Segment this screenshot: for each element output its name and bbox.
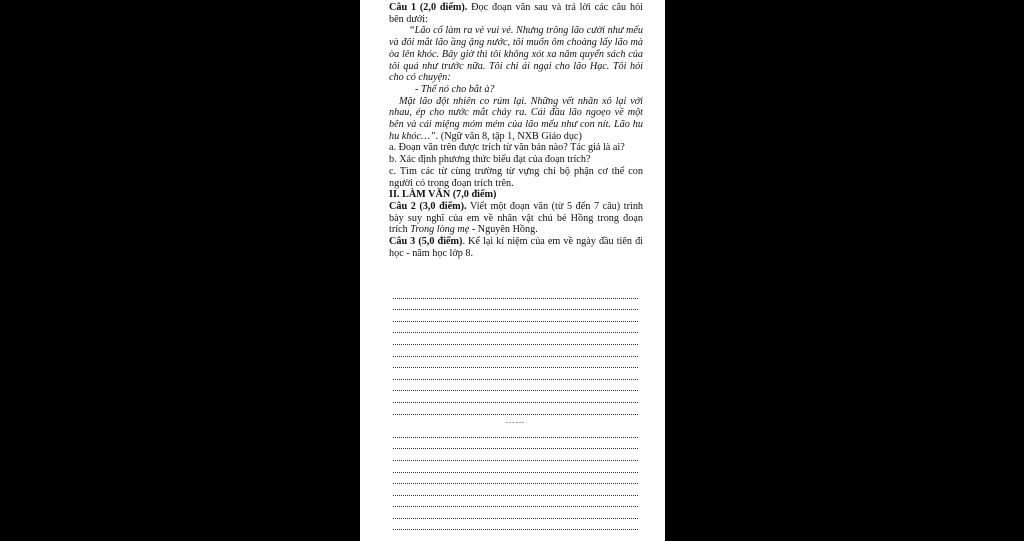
question-1-intro: Đọc đoạn văn sau và trả lời các câu hỏi bên dưới: bbox=[389, 2, 643, 25]
question-1-heading: Câu 1 (2,0 điểm). bbox=[389, 2, 468, 13]
answer-line bbox=[393, 449, 638, 461]
question-3-text: . Kể lại kỉ niệm của em về ngày đầu tiên đi học - năm học lớp 8. bbox=[389, 236, 643, 259]
answer-line bbox=[393, 461, 638, 473]
question-3-heading: Câu 3 (5,0 điểm) bbox=[389, 236, 463, 248]
question-2-heading: Câu 2 (3,0 điểm). bbox=[389, 200, 467, 212]
passage-paragraph-2-text: Mặt lão đột nhiên co rúm lại. Những vết nhăn xô lại với nhau, ép cho nước mắt chảy ra. Cái đầu lão ngoẹo về một bên và cái miệng móm mém của lão mếu như con nít. Lão hu hu khóc…”. bbox=[389, 95, 643, 142]
answer-line bbox=[393, 333, 638, 345]
exam-content bbox=[389, 2, 643, 259]
passage-paragraph-2 bbox=[389, 96, 643, 143]
question-2-work-title: Trong lòng mẹ bbox=[410, 224, 470, 236]
answer-line bbox=[393, 368, 638, 380]
answer-line bbox=[393, 496, 638, 508]
question-2-text: Viết một đoạn văn (từ 5 đến 7 câu) trình bày suy nghĩ của em về nhân vật chú bé Hồng trong đoạn trích bbox=[389, 200, 644, 236]
passage-dialogue: - Thế nó cho bắt à? bbox=[415, 83, 495, 95]
question-1a: a. Đoạn văn trên được trích từ văn bản nào? Tác giả là ai? bbox=[389, 142, 625, 154]
answer-line bbox=[393, 391, 638, 403]
answer-line bbox=[393, 519, 638, 531]
passage-source: (Ngữ văn 8, tập 1, NXB Giáo dục) bbox=[438, 130, 582, 142]
passage-paragraph-1: “Lão cố làm ra vẻ vui vẻ. Nhưng trông lão cười như mếu và đôi mắt lão ầng ậng nước, tôi muốn ôm choàng lấy lão mà òa lên khóc. Bây giờ thì tôi không xót xa năm quyển sách của tôi quá như trước nữa. Tôi chỉ ái ngại cho lão Hạc. Tôi hỏi cho có chuyện: bbox=[389, 25, 643, 84]
answer-line bbox=[393, 322, 638, 334]
section-2-heading-text: II. LÀM VĂN (7,0 điểm) bbox=[389, 189, 497, 201]
question-1b: b. Xác định phương thức biểu đạt của đoạn trích? bbox=[389, 154, 591, 166]
answer-line bbox=[393, 484, 638, 496]
question-2 bbox=[389, 201, 643, 236]
section-2-heading bbox=[389, 189, 643, 201]
question-2-author: - Nguyên Hồng. bbox=[469, 224, 538, 236]
answer-line bbox=[393, 403, 638, 415]
answer-line bbox=[393, 380, 638, 392]
answer-line bbox=[393, 287, 638, 299]
question-3 bbox=[389, 236, 643, 259]
answer-line bbox=[393, 426, 638, 438]
question-1-prompt bbox=[389, 2, 643, 25]
document-page bbox=[360, 0, 665, 541]
answer-line bbox=[393, 299, 638, 311]
answer-line bbox=[393, 357, 638, 369]
answer-line bbox=[393, 507, 638, 519]
answer-line bbox=[393, 345, 638, 357]
answer-line bbox=[393, 473, 638, 485]
question-1c: c. Tìm các từ cùng trường từ vựng chỉ bộ phận cơ thể con người có trong đoạn trích trên. bbox=[389, 165, 643, 189]
answer-line bbox=[393, 438, 638, 450]
answer-lines bbox=[393, 287, 638, 541]
answer-middle-marker: …… bbox=[505, 414, 526, 425]
answer-line bbox=[393, 530, 638, 541]
answer-line bbox=[393, 310, 638, 322]
